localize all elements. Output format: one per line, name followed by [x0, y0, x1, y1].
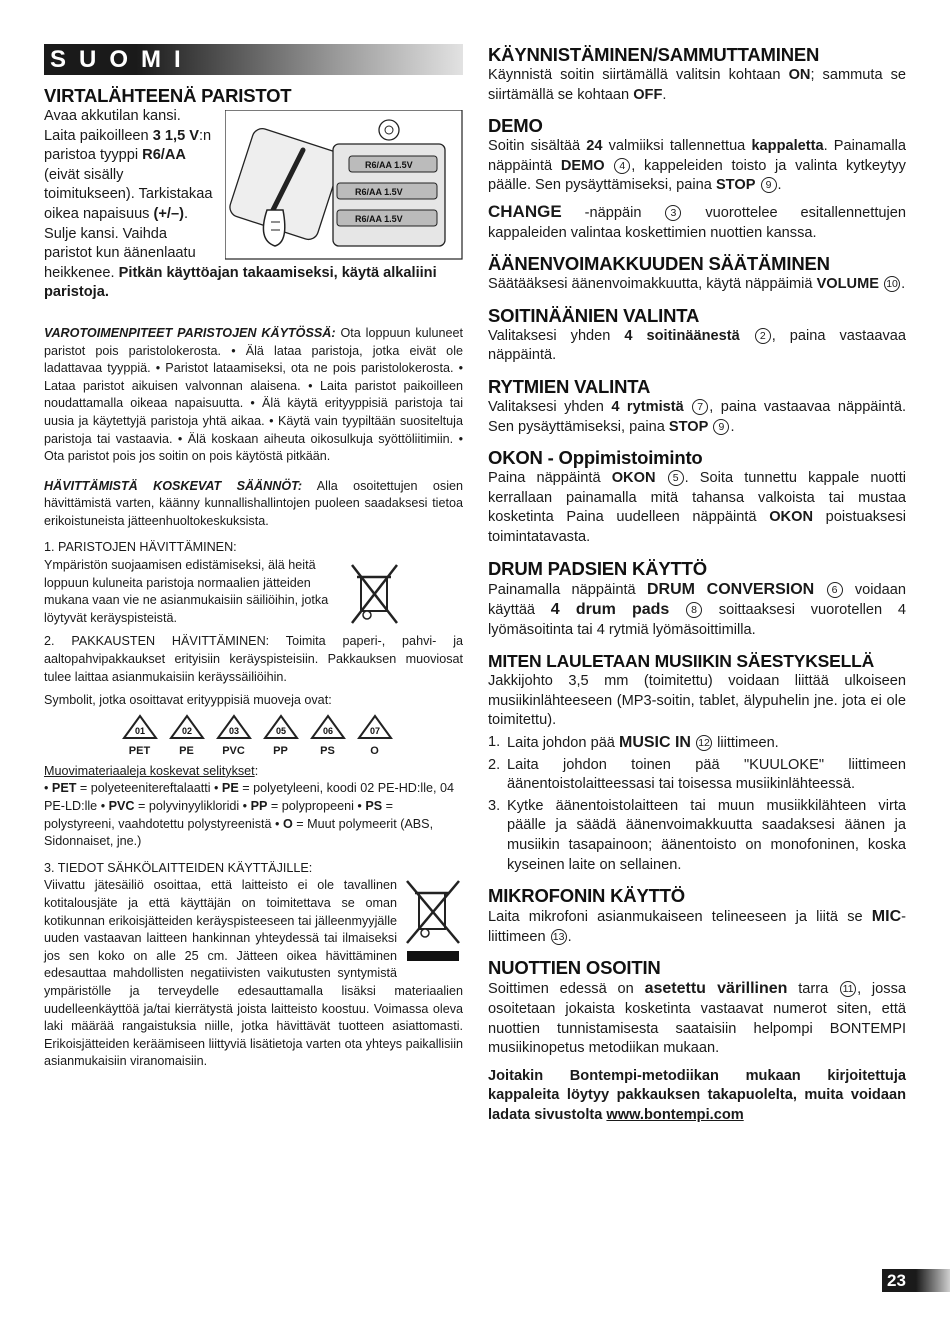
- ref-number-4: 4: [614, 158, 630, 174]
- recycle-symbol-item: [308, 714, 347, 757]
- sing-steps: [488, 733, 906, 875]
- language-banner: SUOMI: [44, 44, 463, 75]
- recycle-label: PP: [273, 744, 288, 757]
- weee-symbol: [403, 879, 463, 965]
- symbols-intro: Symbolit, jotka osoittavat erityyppisiä muoveja ovat:: [44, 693, 332, 708]
- notes-text: Soittimen edessä on asetettu värillinen tarra 11 , jossa osoitetaan jokaista kosketinta vastaavat numerot siten, että nuottien tunnistamisesta saataisiin helpompi BONTEMPI musiikinopetus metodiikan mukaan.: [488, 980, 907, 1057]
- plastic-entry: • PE = polyetyleeni, koodi 02 PE-HD:lle, 04 PE-LD:lle: [44, 781, 454, 813]
- recycle-code: 06: [322, 725, 333, 736]
- onoff-text: Käynnistä soitin siirtämällä valitsin kohtaan ON; sammuta se siirtämällä se kohtaan OFF.: [488, 67, 906, 103]
- battery-compartment-illustration: [225, 110, 463, 260]
- plastics-legend: Muovimateriaaleja koskevat selitykset: • PET = polyeteenitereftalaatti • PE = polyetyleeni, koodi 02 PE-HD:lle, 04 PE-LD:lle • PVC = polyvinyylikloridi • PP = polypropeeni • PS = polystyreeni, vaahdotettu polystyreenistä • O = Muut polymeerit (ABS, Sidonnaiset, jne.): [44, 763, 454, 849]
- recycle-symbol-item: [120, 714, 159, 757]
- weee-heading: 3. TIEDOT SÄHKÖLAITTEIDEN KÄYTTÄJILLE:: [44, 860, 313, 875]
- recycle-code: 05: [275, 725, 286, 736]
- volume-text: Säätääksesi äänenvoimakkuutta, käytä näppäimiä VOLUME 10 .: [488, 276, 906, 293]
- disposal-packaging: 2. PAKKAUSTEN HÄVITTÄMINEN: Toimita paperi-, pahvi- ja aaltopahvipakkaukset erityisiin keräyspisteisiin. Pakkauksen muoviosat tulee laittaa asianmukaisiin keräyssäiliöihin.: [44, 634, 463, 684]
- change-text: CHANGE -näppäin 3 vuorottelee esitallennettujen kappaleiden valintaa koskettimien nuottien kanssa.: [488, 201, 906, 241]
- final-note: Joitakin Bontempi-metodiikan mukaan kirjoitettuja kappaleita löytyy pakkauksen takapuolelta, muita voidaan ladata sivustolta www.bontempi.com: [488, 1067, 906, 1123]
- weee-bin-icon: [403, 879, 463, 965]
- sing-text: Jakkijohto 3,5 mm (toimitettu) voidaan liittää ulkoiseen musiikinlähteeseen (MP3-soitin, tablet, älypuhelin jne. jota ei ole toimitettu).: [488, 673, 906, 729]
- plastic-entry: • PET = polyeteenitereftalaatti: [44, 781, 214, 796]
- disposal-batteries-block: [44, 557, 463, 686]
- recycle-triangle-icon: [216, 714, 252, 740]
- ref-number-10: 10: [884, 276, 900, 292]
- plastic-entry: • PVC = polyvinyylikloridi: [100, 799, 243, 813]
- sound-text: Valitaksesi yhden 4 soitinäänestä 2 , paina vastaavaa näppäintä.: [488, 327, 906, 364]
- battery-title: VIRTALÄHTEENÄ PARISTOT: [44, 85, 292, 106]
- recycle-symbol-item: [261, 714, 300, 757]
- battery-cell-label: R6/AA 1.5V: [355, 187, 403, 197]
- ref-number-8: 8: [686, 602, 702, 618]
- weee-text: Viivattu jätesäiliö osoittaa, että laitteisto ei ole tavallinen kotitalousjäte ja että käyttäjän on toimitettava se oman kotikunnan erikoisjätteiden keräyspisteeseen tai jälleenmyyjälle uuden vastaavan laitteen hankinnan yhteydessä tai ilmaiseksi jos sen koko on alle 25 cm. Jätteen oikea hävittäminen edesauttaa mahdollisten negatiivisten vaikutusten syntymistä ympäristölle ja terveydelle edesauttamalla lisäksi materiaalien uudelleenkäyttöä ja/tai kierrätystä joista laitteisto koostuu. Voimassa oleva laki määrää rangaistuksia niille, jotka hävittävät tuotteen asiattomasti. Erikoisjätteiden keräämiseen liittyviä lisätietoja varten ota yhteys paikallisiin asianmukaisiin viranomaisiin.: [44, 878, 463, 1069]
- page-number: 23: [882, 1269, 950, 1292]
- recycle-triangle-icon: [263, 714, 299, 740]
- recycle-triangle-icon: [169, 714, 205, 740]
- recycle-label: O: [370, 744, 379, 757]
- recycle-symbol-item: [355, 714, 394, 757]
- onoff-title: KÄYNNISTÄMINEN/SAMMUTTAMINEN: [488, 44, 820, 65]
- recycle-label: PET: [128, 744, 151, 757]
- ref-number-3: 3: [665, 205, 681, 221]
- disposal-rules: HÄVITTÄMISTÄ KOSKEVAT SÄÄNNÖT: Alla osoitettujen osien hävittämistä varten, käänny kunnallishallintojen puoleen saadaksesi tietoa erikoistuneista jätteenhuoltokeskuksista.: [44, 478, 463, 528]
- list-item: 3. Kytke äänentoistolaitteen tai muun musiikkilähteen virta päälle ja säädä äänenvoimakkuutta saadaksesi äänen ja musiikin tasapainoon; äänentoisto on monofoninen, koska kyseinen laite on sellainen.: [488, 797, 906, 873]
- notes-title: NUOTTIEN OSOITIN: [488, 957, 661, 979]
- list-item: 2. Laita johdon toinen pää "KUULOKE" liittimeen äänentoistolaitteessasi tai toisessa musiikinlähteessä.: [488, 756, 906, 793]
- recycle-label: PVC: [222, 744, 245, 757]
- plastic-entry: • PP = polypropeeni: [242, 799, 358, 813]
- demo-title: DEMO: [488, 115, 543, 137]
- crossed-bin-icon: [347, 559, 467, 629]
- mic-title: MIKROFONIN KÄYTTÖ: [488, 885, 686, 907]
- ref-number-7: 7: [692, 399, 708, 415]
- battery-cell-label: R6/AA 1.5V: [365, 160, 413, 170]
- recycle-label: PE: [179, 744, 194, 757]
- disposal-batteries-text: Ympäristön suojaamisen edistämiseksi, älä heitä loppuun kuluneita paristoja normaalien jätteiden mukana vaan vie ne asianmukaisiin säiliöihin, jotka löytyvät keräyspisteistä.: [44, 558, 329, 625]
- mic-text: Laita mikrofoni asianmukaiseen telineeseen ja liitä se MIC-liittimeen 13 .: [488, 908, 906, 945]
- ref-number-12: 12: [696, 735, 712, 751]
- recycle-code: 03: [228, 725, 239, 736]
- battery-warnings: VAROTOIMENPITEET PARISTOJEN KÄYTÖSSÄ: Ota loppuun kuluneet paristot pois paristolokerosta. • Älä lataa paristoja, jotka eivät ole ladattavaa tyyppiä. • Paristot lataamiseksi, ota ne pois paristolokerosta. • Lataa paristot aikuisen valvonnan alaisena. • Laita paristot paikoilleen noudattamalla oikeaa napaisuutta. • Älä käytä erityyppisiä paristoja tai uusia ja käytettyjä paristoja yhtä aikaa. • Käytä vain tyypiltään suositeltuja paristoja tai vastaavia. • Älä koskaan aiheuta oikosulkuja syöttöliitimiin. • Ota paristot pois jos soitin on pois käytöstä pitkään.: [44, 325, 463, 464]
- battery-cell-label: R6/AA 1.5V: [355, 214, 403, 224]
- rhythm-text: Valitaksesi yhden 4 rytmistä 7 , paina vastaavaa näppäintä. Sen pysäyttämiseksi, paina STOP 9 .: [488, 398, 907, 435]
- recycle-code: 02: [181, 725, 192, 736]
- plastic-entry: • O = Muut polymeerit (ABS, Sidonnaiset, jne.): [44, 816, 434, 849]
- ref-number-9: 9: [761, 177, 777, 193]
- plastic-symbols: [120, 714, 463, 757]
- drum-title: DRUM PADSIEN KÄYTTÖ: [488, 557, 707, 579]
- battery-instructions: Avaa akkutilan kansi. Laita paikoilleen 3 1,5 V:n paristoa tyyppi R6/AA (eivät sisälly toimitukseen). Tarkistakaa oikea napaisuus (+/–). Sulje kansi. Vaihda paristot kun äänenlaatu heikkenee. Pitkän käyttöajan takaamiseksi, käytä alkaliini paristoja.: [44, 108, 437, 301]
- ref-number-11: 11: [840, 981, 856, 997]
- ref-number-6: 6: [827, 582, 843, 598]
- rhythm-title: RYTMIEN VALINTA: [488, 375, 651, 397]
- weee-block: [44, 877, 463, 1071]
- right-column: [488, 44, 906, 1126]
- battery-icon: [225, 110, 463, 260]
- drum-text: Painamalla näppäintä DRUM CONVERSION 6 voidaan käyttää 4 drum pads 8 soittaaksesi vuorotellen 4 lyömäsoitinta tai 4 rytmiä lyömäsoittimilla.: [488, 580, 907, 638]
- volume-title: ÄÄNENVOIMAKKUUDEN SÄÄTÄMINEN: [488, 253, 830, 275]
- recycle-code: 01: [134, 725, 145, 736]
- website-link[interactable]: www.bontempi.com: [606, 1106, 744, 1123]
- list-item: 1. Laita johdon pää MUSIC IN 12 liittimeen.: [488, 734, 779, 752]
- sound-title: SOITINÄÄNIEN VALINTA: [488, 304, 700, 326]
- ref-number-5: 5: [668, 470, 684, 486]
- recycle-label: PS: [320, 744, 335, 757]
- ref-number-9: 9: [713, 419, 729, 435]
- recycle-code: 07: [369, 725, 380, 736]
- okon-text: Paina näppäintä OKON 5 . Soita tunnettu kappale nuotti kerrallaan painamalla mitä tahansa valkoista tai mustaa kosketinta Paina uudelleen näppäintä OKON poistuaksesi toimintatavasta.: [488, 470, 907, 545]
- okon-title: OKON - Oppimistoiminto: [488, 447, 703, 469]
- recycle-symbol-item: [214, 714, 253, 757]
- recycle-symbol-item: [167, 714, 206, 757]
- plastic-entry: • PS = polystyreeni, vaahdotettu polystyreenistä: [44, 799, 393, 831]
- recycle-triangle-icon: [122, 714, 158, 740]
- plastics-list: [44, 781, 454, 848]
- recycle-triangle-icon: [357, 714, 393, 740]
- sing-title: MITEN LAULETAAN MUSIIKIN SÄESTYKSELLÄ: [488, 651, 875, 672]
- ref-number-13: 13: [551, 929, 567, 945]
- disposal-batteries-heading: 1. PARISTOJEN HÄVITTÄMINEN:: [44, 540, 237, 555]
- ref-number-2: 2: [755, 328, 771, 344]
- recycle-symbols: [347, 559, 467, 629]
- recycle-triangle-icon: [310, 714, 346, 740]
- demo-text: Soitin sisältää 24 valmiiksi tallennettua kappaletta. Painamalla näppäintä DEMO 4 , kappeleiden toisto ja valinta kytkeytyy päälle. Sen pysäyttämiseksi, paina STOP 9 .: [488, 138, 906, 194]
- left-column: [44, 44, 463, 1071]
